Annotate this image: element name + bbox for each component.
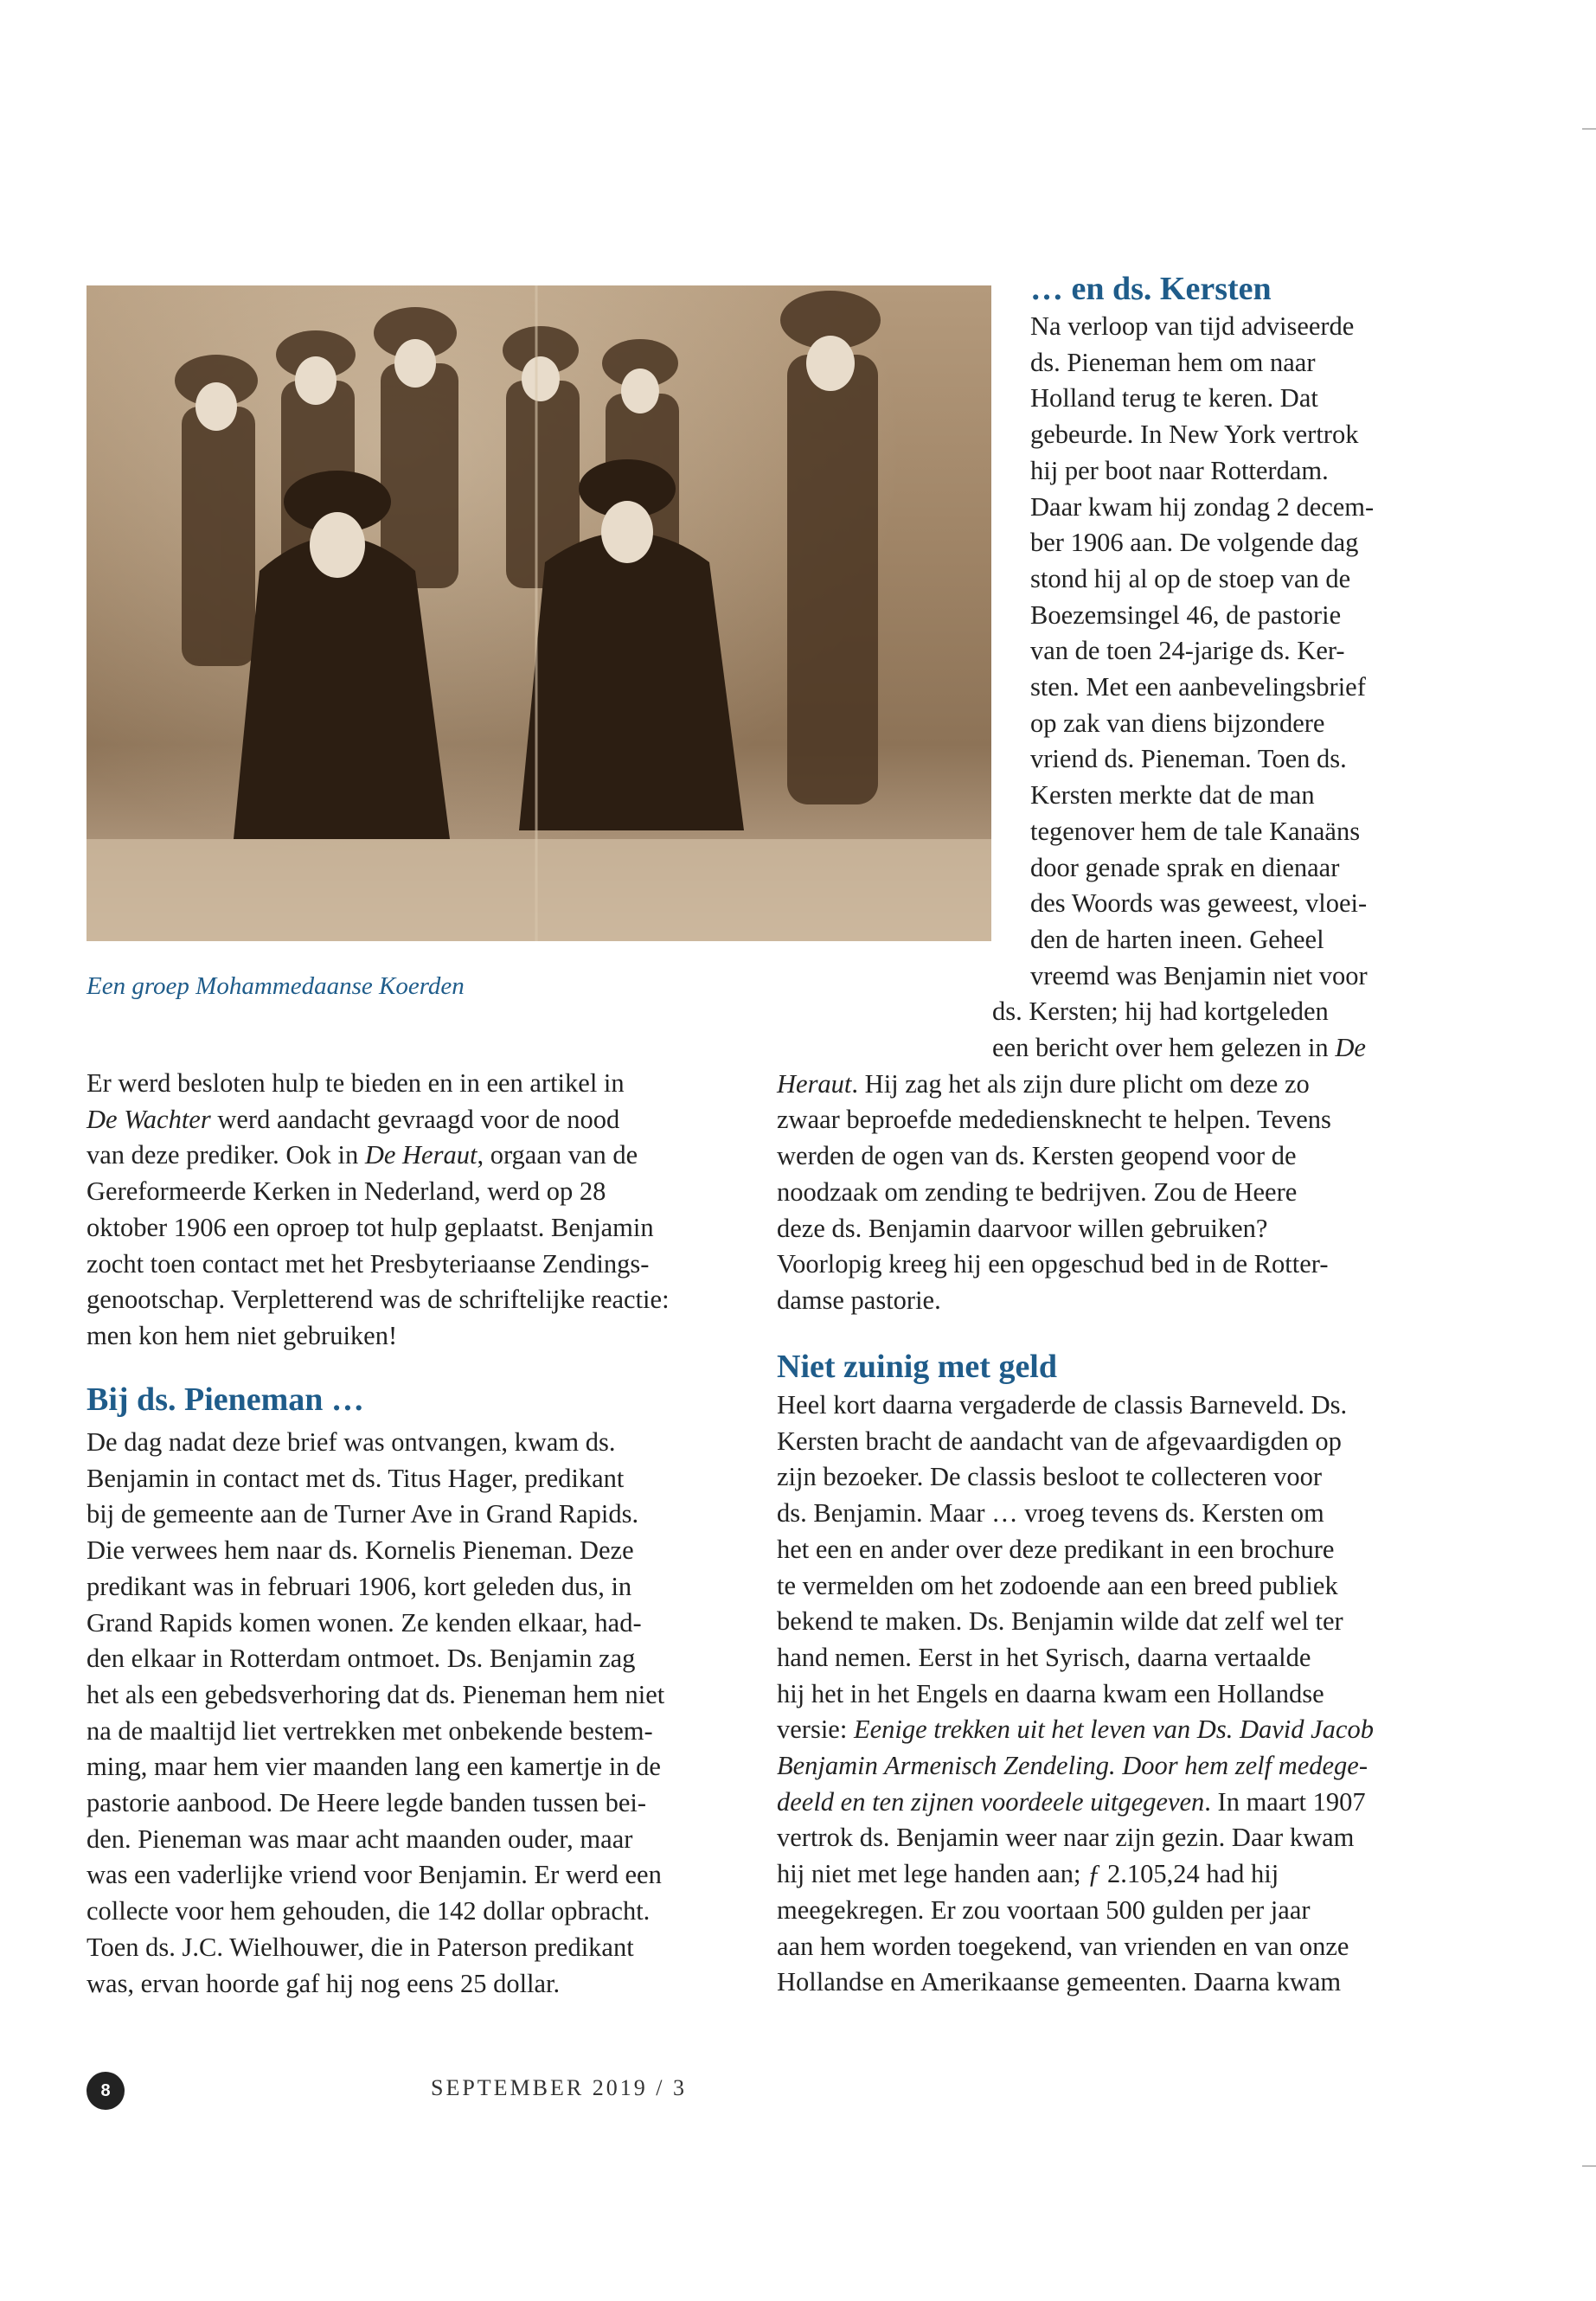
heading-bij-ds-pieneman: Bij ds. Pieneman … bbox=[87, 1381, 364, 1418]
photo-caption: Een groep Mohammedaanse Koerden bbox=[87, 972, 465, 1000]
crop-mark-top bbox=[1582, 128, 1596, 130]
intro-paragraph: Er werd besloten hulp te bieden en in een artikel in De Wachter werd aandacht gevraagd voor de nood van deze prediker. Ook in De Heraut, orgaan van de Gereformeerde Kerken in Nederland, werd op 28 oktober 1906 een oproep tot hulp geplaatst. Benjamin zocht toen contact met het Presbyteriaanse Zendings- genootschap. Verpletterend was de schriftelijke reactie: men kon hem niet gebruiken! bbox=[87, 1068, 670, 1350]
issue-footer: SEPTEMBER 2019 / 3 bbox=[431, 2075, 687, 2100]
kersten-paragraph: Na verloop van tijd adviseerde ds. Pieneman hem om naar Holland terug te keren. Dat gebeurde. In New York vertrok hij per boot naar Rotterdam. Daar kwam hij zondag 2 decem- ber 1906 aan. De volgende dag stond hij al op de stoep van de Boezemsingel 46, de pastorie van de toen 24-jarige ds. Ker- sten. Met een aanbevelingsbrief op zak van diens bijzondere vriend ds. Pieneman. Toen ds. Kersten merkte dat de man tegenover hem de tale Kanaäns door genade sprak en dienaar des Woords was geweest, vloei- den de harten ineen. Geheel vreemd was Benjamin niet voor ds. Kersten; hij had kortgeleden een bericht over hem gelezen in De Heraut. Hij zag het als zijn dure plicht om deze zo zwaar beproefde medediensknecht te helpen. Tevens werden de ogen van ds. Kersten geopend voor de noodzaak om zending te bedrijven. Zou de Heere deze ds. Benjamin daarvoor willen gebruiken? Voorlopig kreeg hij een opgeschud bed in de Rotter- damse pastorie. bbox=[777, 311, 1375, 1315]
pieneman-paragraph: De dag nadat deze brief was ontvangen, kwam ds. Benjamin in contact met ds. Titus Hager, predikant bij de gemeente aan de Turner Ave in Grand Rapids. Die verwees hem naar ds. Kornelis Pieneman. Deze predikant was in februari 1906, kort geleden dus, in Grand Rapids komen wonen. Ze kenden elkaar, had- den elkaar in Rotterdam ontmoet. Ds. Benjamin zag het als een gebedsverhoring dat ds. Pieneman hem niet na de maaltijd liet vertrekken met onbekende bestem- ming, maar hem vier maanden lang een kamertje in de pastorie aanbood. De Heere legde banden tussen bei- den. Pieneman was maar acht maanden ouder, maar was een vaderlijke vriend voor Benjamin. Er werd een collecte voor hem gehouden, die 142 dollar opbracht. Toen ds. J.C. Wielhouwer, die in Paterson predikant was, ervan hoorde gaf hij nog eens 25 dollar. bbox=[87, 1427, 665, 1998]
page-number: 8 bbox=[87, 2072, 125, 2110]
geld-paragraph: Heel kort daarna vergaderde de classis Barneveld. Ds. Kersten bracht de aandacht van de afgevaardigden op zijn bezoeker. De classis besloot te collecteren voor ds. Benjamin. Maar … vroeg tevens ds. Kersten om het een en ander over deze predikant in een brochure te vermelden om het zodoende aan een breed publiek bekend te maken. Ds. Benjamin wilde dat zelf wel ter hand nemen. Eerst in het Syrisch, daarna vertaalde hij het in het Engels en daarna kwam een Hollandse versie: Eenige trekken uit het leven van Ds. David Jacob Benjamin Armenisch Zendeling. Door hem zelf medege- deeld en ten zijnen voordeele uitgegeven. In maart 1907 vertrok ds. Benjamin weer naar zijn gezin. Daar kwam hij niet met lege handen aan; ƒ 2.105,24 had hij meegekregen. Er zou voortaan 500 gulden per jaar aan hem worden toegekend, van vrienden en van onze Hollandse en Amerikaanse gemeenten. Daarna kwam bbox=[777, 1390, 1374, 1997]
heading-niet-zuinig-met-geld: Niet zuinig met geld bbox=[777, 1349, 1058, 1385]
crop-mark-bottom bbox=[1582, 2165, 1596, 2167]
heading-en-ds-kersten: … en ds. Kersten bbox=[1030, 271, 1272, 307]
